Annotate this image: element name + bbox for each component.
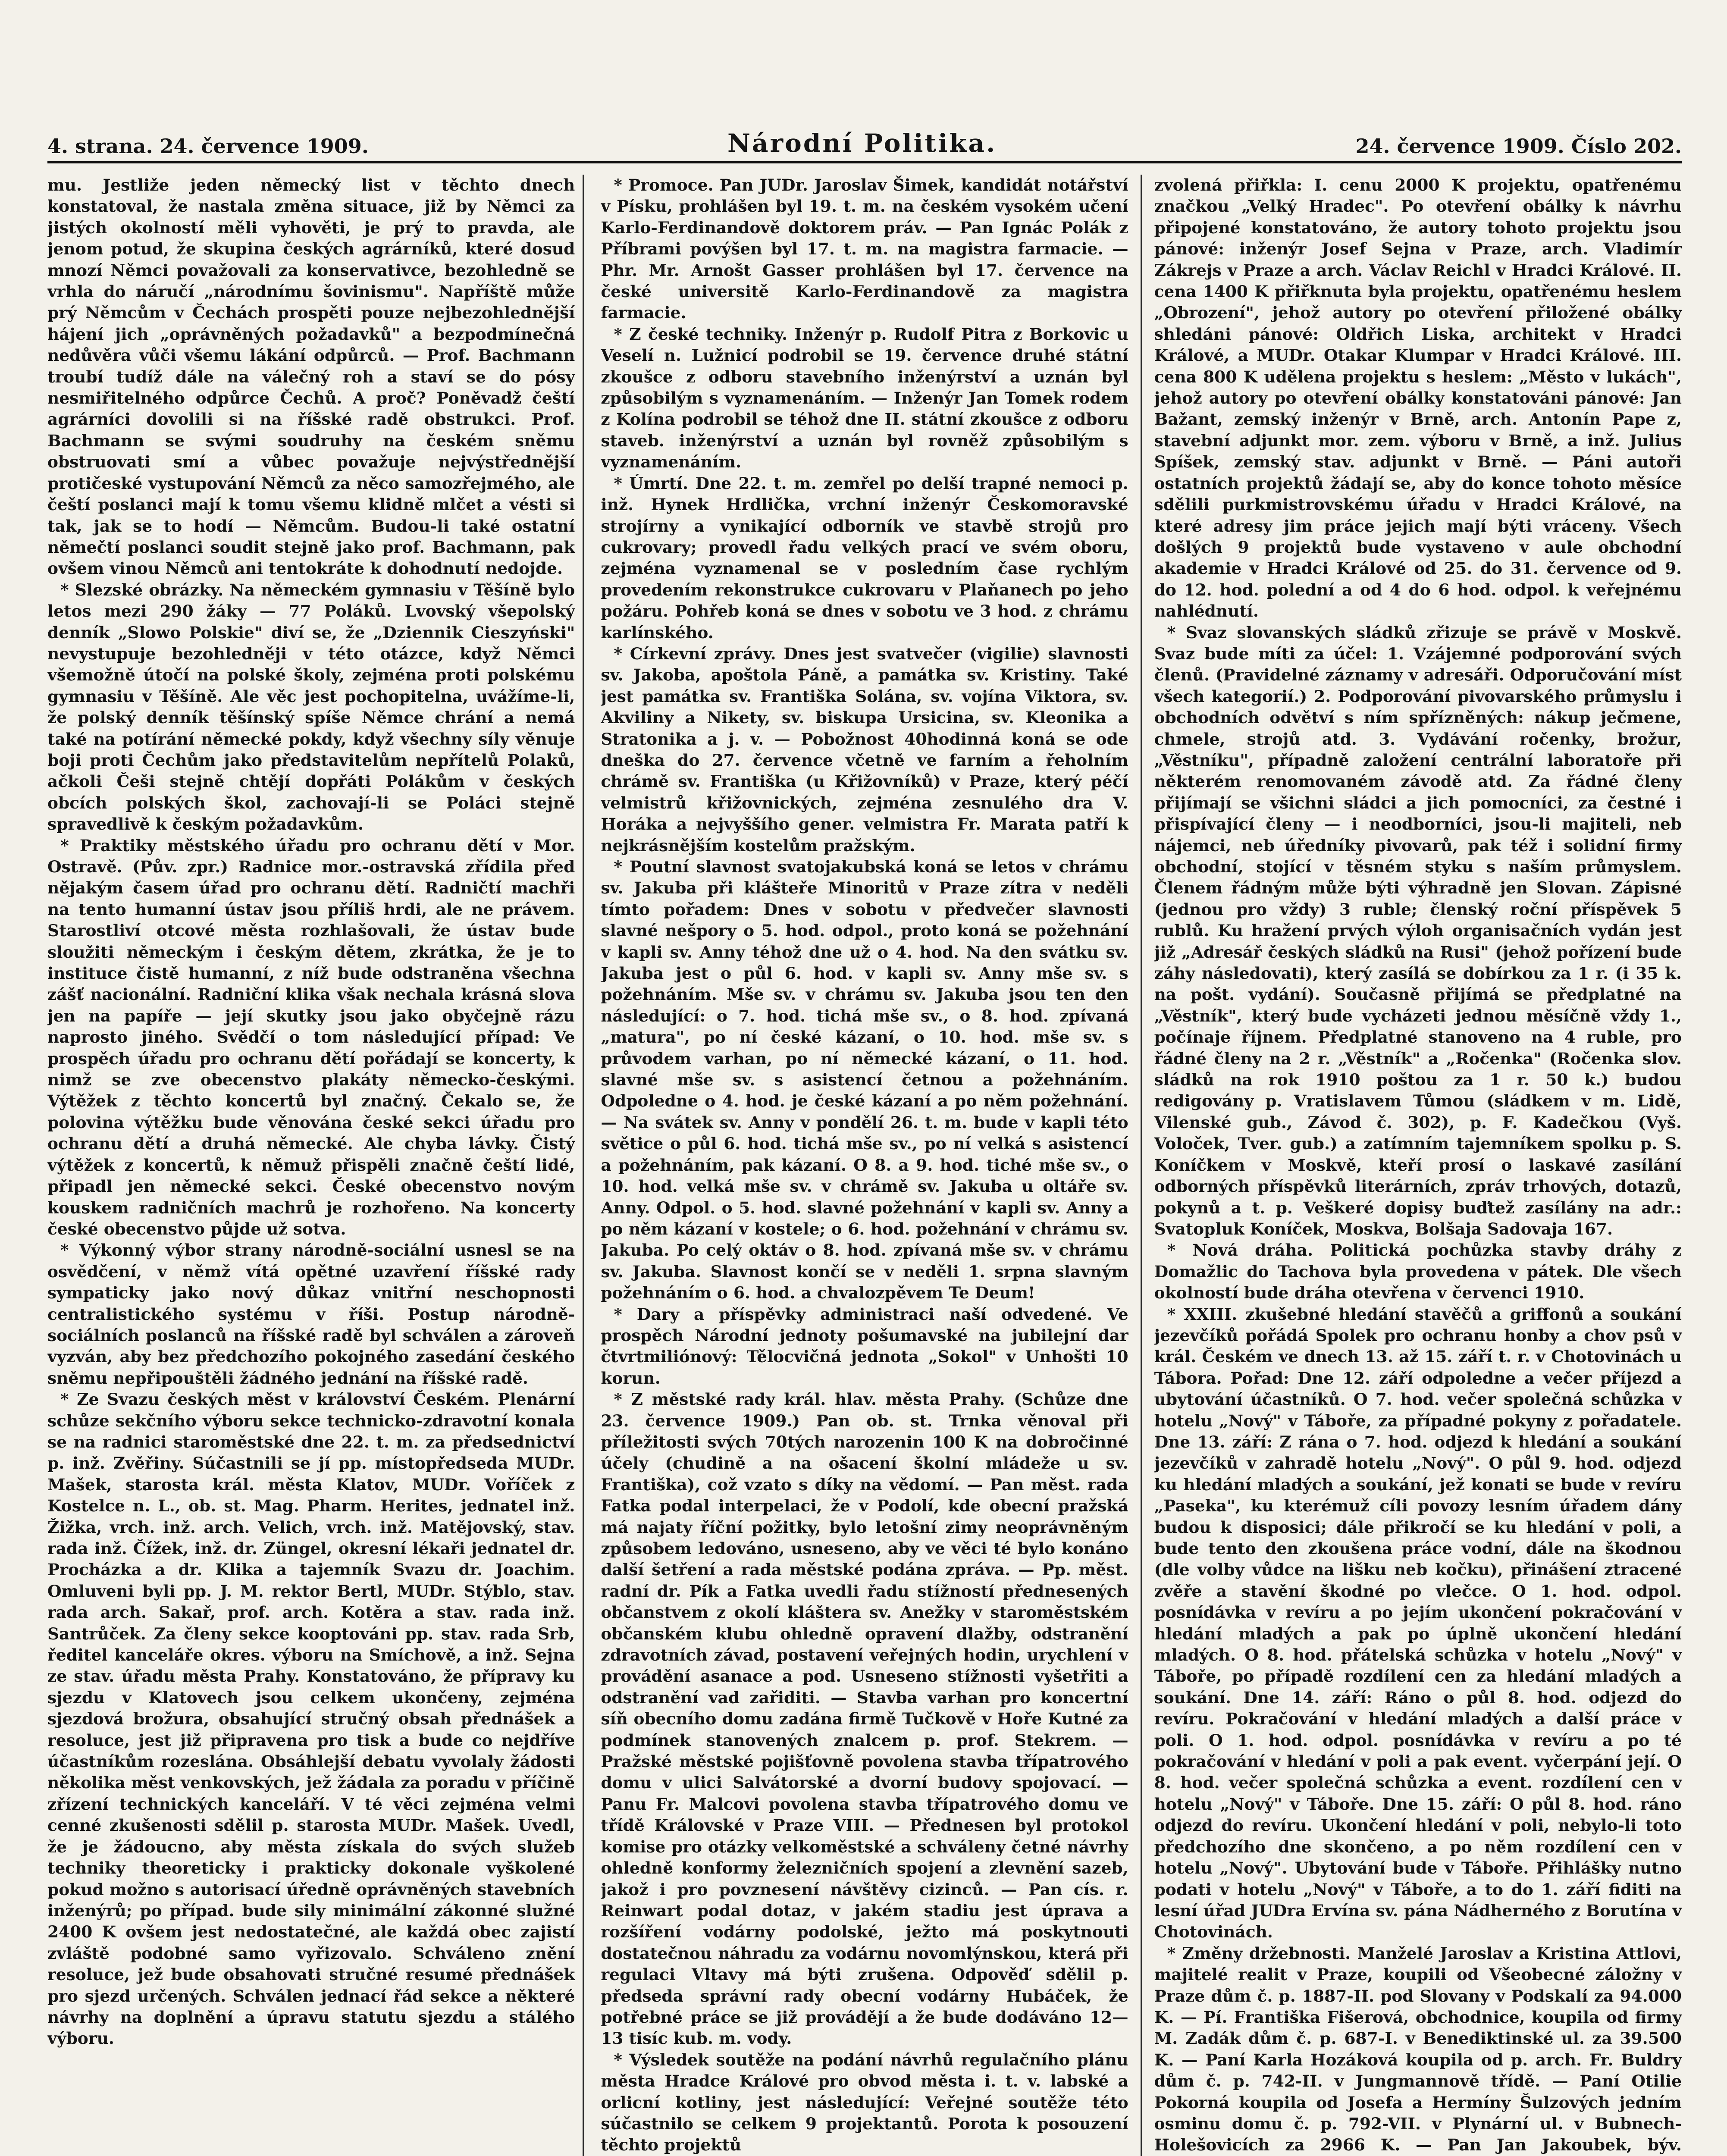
paragraph: * Slezské obrázky. Na německém gymnasiu v Těšíně bylo letos mezi 290 žáky — 77 Poláků. Lvovský všepolský denník „Slowo Polskie" diví se, že „Dziennik Cieszyński" nevystupuje bezohledněji v této otázce, když Němci všemožně útočí na polské školy, zejména proti polskému gymnasiu v Těšíně. Ale věc jest pochopitelna, uvážíme-li, že polský denník těšínský spíše Němce chrání a nemá také na potírání německé pokdy, když všechny síly věnuje boji proti Čechům jako představitelům nepřítelů Polaků, ačkoli Češi stejně chtějí dopřáti Polákům v českých obcích polských škol, zachovají-li se Poláci stejně spravedlivě k českým požadavkům. <box>47 580 575 834</box>
paragraph: * Nová dráha. Politická pochůzka stavby dráhy z Domažlic do Tachova byla provedena v pátek. Dle všech okolností bude dráha otevřena v červenci 1910. <box>1154 1241 1682 1303</box>
header-right: 24. července 1909. Číslo 202. <box>1355 135 1682 158</box>
column-3 <box>1154 175 1682 2156</box>
paragraph: * Úmrtí. Dne 22. t. m. zemřel po delší trapné nemoci p. inž. Hynek Hrdlička, vrchní inženýr Českomoravské strojírny a vynikající odborník ve stavbě strojů pro cukrovary; provedl řadu velkých prací ve svém oboru, zejména vyznamenal se v posledním čase rychlým provedením rekonstrukce cukrovaru v Plaňanech po jeho požáru. Pohřeb koná se dnes v sobotu ve 3 hod. z chrámu karlínského. <box>601 473 1128 642</box>
paragraph: * XXIII. zkušebné hledání stavěčů a griffonů a soukání jezevčíků pořádá Spolek pro ochranu honby a chov psů v král. Českém ve dnech 13. až 15. září t. r. v Chotovinách u Tábora. Pořad: Dne 12. září odpoledne a večer příjezd a ubytování účastníků. O 7. hod. večer společná schůzka v hotelu „Nový" v Táboře, za případné pokyny z pořadatele. Dne 13. září: Z rána o 7. hod. odjezd k hledání a soukání jezevčíků v zahradě hotelu „Nový". O půl 9. hod. odjezd ku hledání mladých a soukání, jež konati se bude v revíru „Paseka", ku kterémuž cíli povozy lesním úřadem dány budou k disposici; dále přikročí se ku hledání v poli, a bude tento den zkoušena práce vodní, dále na škodnou (dle volby vůdce na lišku neb kočku), přinášení ztracené zvěře a stavění škodné po vlečce. O 1. hod. odpol. posnídávka v revíru a po jejím ukončení pokračování v hledání mladých a pak po úplně ukončení hledání mladých. O 8. hod. přátelská schůzka v hotelu „Nový" v Táboře, po případě rozdílení cen za hledání mladých a soukání. Dne 14. září: Ráno o půl 8. hod. odjezd do revíru. Pokračování v hledání mladých a další práce v poli. O 1. hod. odpol. posnídávka v revíru a po té pokračování v hledání v poli a pak event. vyčerpání její. O 8. hod. večer společná schůzka a event. rozdílení cen v hotelu „Nový" v Táboře. Dne 15. září: O půl 8. hod. ráno odjezd do revíru. Ukončení hledání v poli, nebylo-li toto předchozího dne skončeno, a po něm rozdílení cen v hotelu „Nový". Ubytování bude v Táboře. Přihlášky nutno podati v hotelu „Nový" v Táboře, a to do 1. září fiditi na lesní úřad JUDra Ervína sv. pána Nádherného z Borutína v Chotovinách. <box>1154 1304 1682 1942</box>
page-header <box>47 129 1682 163</box>
paragraph: * Poutní slavnost svatojakubská koná se letos v chrámu sv. Jakuba při klášteře Minoritů v Praze zítra v neděli tímto pořadem: Dnes v sobotu v předvečer slavnosti slavné nešpory o 5. hod. odpol., proto koná se požehnání v kapli sv. Anny téhož dne už o 4. hod. Na den svátku sv. Jakuba jest o půl 6. hod. v kapli sv. Anny mše sv. s požehnáním. Mše sv. v chrámu sv. Jakuba jsou ten den následující: o 7. hod. tichá mše sv., o 8. hod. zpívaná „matura", po ní české kázaní, o 10. hod. mše sv. s průvodem varhan, po ní německé kázaní, o 11. hod. slavné mše sv. s asistencí četnou a požehnáním. Odpoledne o 4. hod. je české kázaní a po něm požehnání. — Na svátek sv. Anny v pondělí 26. t. m. bude v kapli této světice o půl 6. hod. tichá mše sv., po ní velká s asistencí a požehnáním, pak kázaní. O 8. a 9. hod. tiché mše sv., o 10. hod. velká mše sv. v chrámě sv. Jakuba u oltáře sv. Anny. Odpol. o 5. hod. slavné požehnání v kapli sv. Anny a po něm kázaní v kostele; o 6. hod. požehnání v chrámu sv. Jakuba. Po celý oktáv o 8. hod. zpívaná mše sv. v chrámu sv. Jakuba. Slavnost končí se v neděli 1. srpna slavným požehnáním o 6. hod. a chvalozpěvem Te Deum! <box>601 857 1128 1303</box>
paragraph: zvolená přiřkla: I. cenu 2000 K projektu, opatřenému značkou „Velký Hradec". Po otevření obálky k návrhu připojené konstatováno, že autory tohoto projektu jsou pánové: inženýr Josef Sejna v Praze, arch. Vladimír Zákrejs v Praze a arch. Václav Reichl v Hradci Králové. II. cena 1400 K přiřknuta byla projektu, opatřenému heslem „Obrození", jehož autory po otevření přiložené obálky shledáni pánové: Oldřich Liska, architekt v Hradci Králové, a MUDr. Otakar Klumpar v Hradci Králové. III. cena 800 K udělena projektu s heslem: „Město v lukách", jehož autory po otevření obálky konstatováni pánové: Jan Bažant, zemský inženýr v Brně, arch. Antonín Pape z, stavební adjunkt mor. zem. výboru v Brně, a inž. Julius Spíšek, zemský stav. adjunkt v Brně. — Páni autoři ostatních projektů žádají se, aby do konce tohoto měsíce sdělili purkmistrovskému úřadu v Hradci Králové, na které adresy jim práce jejich mají býti vráceny. Všech došlých 9 projektů bude vystaveno v aule obchodní akademie v Hradci Králové od 25. do 31. července od 9. do 12. hod. polední a od 4 do 6 hod. odpol. k veřejnému nahlédnutí. <box>1154 175 1682 621</box>
paragraph: * Promoce. Pan JUDr. Jaroslav Šimek, kandidát notářství v Písku, prohlášen byl 19. t. m. na českém vysokém učení Karlo-Ferdinandově doktorem práv. — Pan Ignác Polák z Příbrami povýšen byl 17. t. m. na magistra farmacie. — Phr. Mr. Arnošt Gasser prohlášen byl 17. července na české universitě Karlo-Ferdinandově za magistra farmacie. <box>601 175 1128 323</box>
paragraph: * Dary a příspěvky administraci naší odvedené. Ve prospěch Národní jednoty pošumavské na jubilejní dar čtvrtmiliónový: Tělocvičná jednota „Sokol" v Unhošti 10 korun. <box>601 1304 1128 1388</box>
column-2 <box>601 175 1128 2156</box>
paragraph: * Církevní zprávy. Dnes jest svatvečer (vigilie) slavnosti sv. Jakoba, apoštola Páně, a památka sv. Kristiny. Také jest památka sv. Františka Solána, sv. vojína Viktora, sv. Akviliny a Nikety, sv. biskupa Ursicina, sv. Kleonika a Stratonika a j. v. — Pobožnost 40hodinná koná se ode dneška do 27. července včetně ve farním a řeholním chrámě sv. Františka (u Křižovníků) v Praze, který péčí velmistrů křižovnických, zejména zesnulého dra V. Horáka a nejvyššího gener. velmistra Fr. Marata patří k nejkrásnějším kostelům pražským. <box>601 644 1128 855</box>
paragraph: * Z městské rady král. hlav. města Prahy. (Schůze dne 23. července 1909.) Pan ob. st. Trnka věnoval při příležitosti svých 70tých narozenin 100 K na dobročinné účely (chudině a na ošacení školní mládeže u sv. Františka), což vzato s díky na vědomí. — Pan měst. rada Fatka podal interpelaci, že v Podolí, kde obecní pražská má najaty říční požitky, bylo letošní zimy neoprávněným způsobem ledováno, usneseno, aby ve věci té bylo konáno další šetření a rada městské podána zpráva. — Pp. měst. radní dr. Pík a Fatka uvedli řadu stížností přednesených občanstvem z okolí kláštera sv. Anežky v staroměstském občanském klubu ohledně opravení dlažby, odstranění zdravotních závad, postavení veřejných hodin, urychlení v provádění asanace a pod. Usneseno stížnosti vyšetřiti a odstranění vad zařiditi. — Stavba varhan pro koncertní síň obecního domu zadána firmě Tučkově v Hoře Kutné za podmínek stanovených znalcem p. prof. Stekrem. — Pražské městské pojišťovně povolena stavba třípatrového domu v ulici Salvátorské a dvorní budovy spojovací. — Panu Fr. Malcovi povolena stavba třípatrového domu ve třídě Královské v Praze VIII. — Přednesen byl protokol komise pro otázky velkoměstské a schváleny četné návrhy ohledně konformy železničních spojení a zlevnění sazeb, jakož i pro povznesení návštěvy cizinců. — Pan cís. r. Reinwart podal dotaz, v jakém stadiu jest úprava a rozšíření vodárny podolské, ježto má poskytnouti dostatečnou náhradu za vodárnu novomlýnskou, která při regulaci Vltavy má býti zrušena. Odpověď sdělil p. předseda správní rady obecní vodárny Hubáček, že potřebné práce se již provádějí a že bude dodáváno 12—13 tisíc kub. m. vody. <box>601 1390 1128 2048</box>
paragraph: * Výkonný výbor strany národně-sociální usnesl se na osvědčení, v němž vítá opětné uzavření říšské rady sympaticky jako nový důkaz vnitřní neschopnosti centralistického systému v říši. Postup národně-sociálních poslanců na říšské radě byl schválen a zároveň vyzván, aby bez předchozího pokojného zasedání českého sněmu nepřipouštěli žádného jednání na říšské radě. <box>47 1241 575 1388</box>
paragraph: * Z české techniky. Inženýr p. Rudolf Pitra z Borkovic u Veselí n. Lužnicí podrobil se 19. července druhé státní zkoušce z odboru stavebního inženýrství a uznán byl způsobilým s vyznamenáním. — Inženýr Jan Tomek rodem z Kolína podrobil se téhož dne II. státní zkoušce z odboru staveb. inženýrství a uznán byl rovněž způsobilým s vyznamenáním. <box>601 324 1128 472</box>
paragraph: mu. Jestliže jeden německý list v těchto dnech konstatoval, že nastala změna situace, již by Němci za jistých okolností měli vyhověti, je prý to pravda, ale jenom potud, že skupina českých agrárníků, které dosud mnozí Němci považovali za konservativce, bezohledně se vrhla do náručí „národnímu šovinismu". Napříště může prý Němcům v Čechách prospěti pouze nejbezohlednější hájení jich „oprávněných požadavků" a bezpodmínečná nedůvěra vůči všemu lákání odpůrců. — Prof. Bachmann troubí tudíž dále na válečný roh a staví se do pósy nesmiřitelného odpůrce Čechů. A proč? Poněvadž čeští agrárníci dovolili si na říšské radě obstrukci. Prof. Bachmann se svými soudruhy na českém sněmu obstruovati smí a vůbec považuje nejvýstřednější protičeské vystupování Němců za něco samozřejmého, ale čeští poslanci mají k tomu všemu klidně mlčet a vésti si tak, jak se to hodí — Němcům. Budou-li také ostatní němečtí poslanci soudit stejně jako prof. Bachmann, pak ovšem vinou Němců ani tentokráte k dohodnutí nedojde. <box>47 175 575 578</box>
column-1 <box>47 175 575 2156</box>
paragraph: * Změny držebnosti. Manželé Jaroslav a Kristina Attlovi, majitelé realit v Praze, koupili od Všeobecné záložny v Praze dům č. p. 1887-II. pod Slovany v Podskalí za 94.000 K. — Pí. Františka Fišerová, obchodnice, koupila od firmy M. Zadák dům č. p. 687-I. v Benediktinské ul. za 39.500 K. — Paní Karla Hozáková koupila od p. arch. Fr. Buldry dům č. p. 742-II. v Jungmannově třídě. — Paní Otilie Pokorná koupila od Josefa a Hermíny Šulzových jedním osminu domu č. p. 792-VII. v Plynární ul. v Bubnech-Holešovicích za 2966 K. — Pan Jan Jakoubek, býv. <box>1154 1943 1682 2155</box>
article-columns <box>47 175 1682 2156</box>
paragraph: * Praktiky městského úřadu pro ochranu dětí v Mor. Ostravě. (Pův. zpr.) Radnice mor.-ostravská zřídila před nějakým časem úřad pro ochranu dětí. Radničtí machři na tento humanní ústav jsou příliš hrdi, ale ne právem. Starostliví otcové města rozhlašovali, že ústav bude sloužiti německým i českým dětem, zkrátka, že je to instituce čistě humanní, z níž bude odstraněna všechna zášť nacionální. Radniční klika však nechala krásná slova jen na papíře — její skutky jsou jako obyčejně rázu naprosto jiného. Svědčí o tom následující případ: Ve prospěch úřadu pro ochranu dětí pořádají se koncerty, k nimž se zve obecenstvo plakáty německo-českými. Výtěžek z těchto koncertů byl značný. Čekalo se, že polovina výtěžku bude věnována české sekci úřadu pro ochranu dětí a druhá německé. Ale chyba lávky. Čistý výtěžek z koncertů, k němuž přispěli značně čeští lidé, připadl jen německé sekci. České obecenstvo novým kouskem radničních machrů je rozhořeno. Na koncerty české obecenstvo půjde už sotva. <box>47 836 575 1238</box>
newspaper-title: Národní Politika. <box>727 128 997 158</box>
paragraph: * Výsledek soutěže na podání návrhů regulačního plánu města Hradce Králové pro obvod města i. t. v. labské a orlicní kotliny, jest následující: Veřejné soutěže této súčastnilo se celkem 9 projektantů. Porota k posouzení těchto projektů <box>601 2050 1128 2155</box>
paragraph: * Svaz slovanských sládků zřizuje se právě v Moskvě. Svaz bude míti za účel: 1. Vzájemné podporování svých členů. (Pravidelné záznamy v adresáři. Odporučování míst všech kategorií.) 2. Podporování pivovarského průmyslu i obchodních odvětví s ním spřízněných: nákup ječmene, chmele, strojů atd. 3. Vydávání ročenky, brožur, „Věstníku", případně založení centrální laboratoře při některém renomovaném závodě atd. Za řádné členy přijímají se všichni sládci a jich pomocníci, za čestné i přispívající členy — i neodborníci, jsou-li majiteli, neb nájemci, neb úředníky pivovarů, pak též i solidní firmy obchodní, stojící v těsném styku s naším průmyslem. Členem řádným může býti výhradně jen Slovan. Zápisné (jednou pro vždy) 3 ruble; členský roční příspěvek 5 rublů. Ku hražení prvých výloh organisačních vydán jest již „Adresář českých sládků na Rusi" (jehož pořízení bude záhy následovati), který zasílá se dobírkou za 1 r. (i 35 k. na pošt. vydání). Současně přijímá se předplatné na „Věstník", který bude vycházeti jednou měsíčně vždy 1., počínaje říjnem. Předplatné stanoveno na 4 ruble, pro řádné členy na 2 r. „Věstník" a „Ročenka" (Ročenka slov. sládků na rok 1910 poštou za 1 r. 50 k.) budou redigovány p. Vratislavem Tůmou (sládkem v m. Lidě, Vilenské gub., Závod č. 302), p. F. Kadečkou (Vyš. Voloček, Tver. gub.) a zatímním tajemníkem spolku p. S. Koníčkem v Moskvě, kteří prosí o laskavé zasílání odborných příspěvků literárních, zpráv trhových, dotazů, pokynů a t. p. Veškeré dopisy buďtež zasílány na adr.: Svatopluk Koníček, Moskva, Bolšaja Sadovaja 167. <box>1154 623 1682 1238</box>
paragraph: * Ze Svazu českých měst v království Českém. Plenární schůze sekčního výboru sekce technicko-zdravotní konala se na radnici staroměstské dne 22. t. m. za předsednictví p. inž. Zvěřiny. Súčastnili se jí pp. místopředseda MUDr. Mašek, starosta král. města Klatov, MUDr. Voříček z Kostelce n. L., ob. st. Mag. Pharm. Herites, jednatel inž. Žižka, vrch. inž. arch. Velich, vrch. inž. Matějovský, stav. rada inž. Čížek, inž. dr. Züngel, okresní lékaři jednatel dr. Procházka a dr. Klika a tajemník Svazu dr. Joachim. Omluveni byli pp. J. M. rektor Bertl, MUDr. Stýblo, stav. rada arch. Sakař, prof. arch. Kotěra a stav. rada inž. Santrůček. Za členy sekce kooptováni pp. stav. rada Srb, ředitel kanceláře okres. výboru na Smíchově, a inž. Sejna ze stav. úřadu města Prahy. Konstatováno, že přípravy ku sjezdu v Klatovech jsou celkem ukončeny, zejména sjezdová brožura, obsahující stručný obsah přednášek a resoluce, jest již připravena pro tisk a bude co nejdříve účastníkům rozeslána. Obsáhlejší debatu vyvolaly žádosti několika měst venkovských, jež žádala za poradu v příčině zřízení technických kanceláří. V té věci zejména velmi cenné zkušenosti sdělil p. starosta MUDr. Mašek. Uvedl, že je žádoucno, aby města získala do svých služeb techniky theoreticky i prakticky dokonale vyškolené pokud možno s autorisací úředně oprávněných stavebních inženýrů; po případ. bude sily minimální zákonné služné 2400 K ovšem jest nedostatečné, ale každá obec zajistí zvláště podobné samo vyřizovalo. Schváleno znění resoluce, jež bude obsahovati stručné resumé přednášek pro sjezd určených. Schválen jednací řád sekce a některé návrhy na doplnění a úpravu statutu sjezdu a stálého výboru. <box>47 1390 575 2048</box>
header-left: 4. strana. 24. července 1909. <box>47 135 369 158</box>
